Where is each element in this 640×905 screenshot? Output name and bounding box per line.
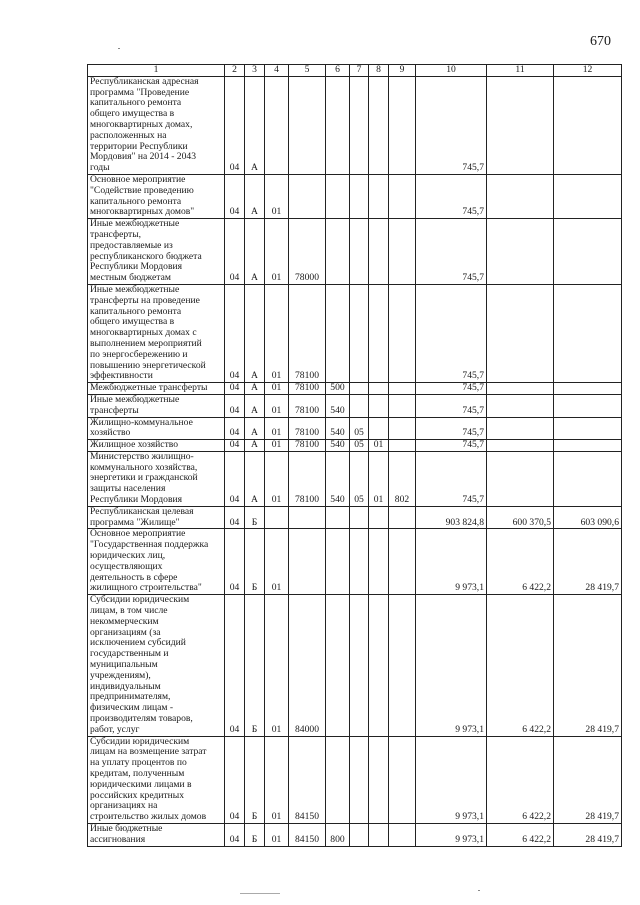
code-cell: Б <box>245 595 265 736</box>
row-name-cell: Министерство жилищно- коммунального хозяйства, энергетики и гражданской защиты населения Республики Мордовия <box>88 451 225 506</box>
code-cell: Б <box>245 823 265 846</box>
amount-cell <box>487 440 554 452</box>
code-cell <box>265 76 289 174</box>
amount-cell <box>554 383 622 395</box>
code-cell: 01 <box>265 219 289 285</box>
code-cell <box>389 417 416 440</box>
row-name-cell: Иные межбюджетные трансферты, предоставляемые из республиканского бюджета Республики Мордовия местным бюджетам <box>88 219 225 285</box>
code-cell <box>326 174 350 218</box>
table-row <box>88 451 622 506</box>
amount-cell <box>554 284 622 382</box>
amount-cell: 9 973,1 <box>416 595 487 736</box>
amount-cell: 745,7 <box>416 76 487 174</box>
code-cell: 01 <box>265 440 289 452</box>
amount-cell <box>487 76 554 174</box>
code-cell: 78100 <box>289 440 326 452</box>
amount-cell <box>487 174 554 218</box>
code-cell <box>389 823 416 846</box>
amount-cell: 745,7 <box>416 219 487 285</box>
code-cell: 540 <box>326 451 350 506</box>
row-name-cell: Жилищное хозяйство <box>88 440 225 452</box>
table-body <box>88 76 622 846</box>
code-cell <box>369 394 389 417</box>
code-cell <box>389 76 416 174</box>
code-cell: 04 <box>225 174 245 218</box>
scan-noise <box>240 893 280 894</box>
amount-cell: 603 090,6 <box>554 506 622 529</box>
code-cell: А <box>245 440 265 452</box>
code-cell <box>389 219 416 285</box>
column-header: 8 <box>369 65 389 77</box>
code-cell: А <box>245 284 265 382</box>
amount-cell: 28 419,7 <box>554 529 622 595</box>
code-cell <box>350 284 369 382</box>
table-row <box>88 76 622 174</box>
amount-cell: 28 419,7 <box>554 823 622 846</box>
column-header: 9 <box>389 65 416 77</box>
amount-cell <box>487 219 554 285</box>
code-cell <box>369 823 389 846</box>
code-cell <box>369 506 389 529</box>
code-cell: А <box>245 76 265 174</box>
code-cell <box>326 506 350 529</box>
code-cell: А <box>245 383 265 395</box>
amount-cell <box>554 174 622 218</box>
code-cell: 01 <box>265 417 289 440</box>
table-row <box>88 284 622 382</box>
scan-noise <box>478 890 480 891</box>
code-cell: А <box>245 219 265 285</box>
code-cell: 04 <box>225 529 245 595</box>
amount-cell: 745,7 <box>416 394 487 417</box>
code-cell <box>369 383 389 395</box>
code-cell: 78100 <box>289 383 326 395</box>
code-cell: 04 <box>225 394 245 417</box>
amount-cell <box>487 417 554 440</box>
column-header: 12 <box>554 65 622 77</box>
code-cell <box>369 219 389 285</box>
code-cell <box>289 506 326 529</box>
amount-cell: 6 422,2 <box>487 595 554 736</box>
column-header: 10 <box>416 65 487 77</box>
code-cell: 04 <box>225 417 245 440</box>
amount-cell <box>554 417 622 440</box>
amount-cell: 28 419,7 <box>554 595 622 736</box>
code-cell <box>369 529 389 595</box>
table-row <box>88 383 622 395</box>
amount-cell <box>487 451 554 506</box>
code-cell <box>326 76 350 174</box>
table-row <box>88 529 622 595</box>
amount-cell <box>554 219 622 285</box>
code-cell: 01 <box>265 451 289 506</box>
row-name-cell: Жилищно-коммунальное хозяйство <box>88 417 225 440</box>
row-name-cell: Субсидии юридическим лицам на возмещение затрат на уплату процентов по кредитам, полученным юридическими лицами в российских кредитных организациях на строительство жилых домов <box>88 736 225 823</box>
code-cell <box>350 174 369 218</box>
code-cell <box>350 76 369 174</box>
code-cell: 78100 <box>289 284 326 382</box>
code-cell <box>389 736 416 823</box>
code-cell: 540 <box>326 440 350 452</box>
amount-cell: 9 973,1 <box>416 823 487 846</box>
code-cell: 04 <box>225 595 245 736</box>
code-cell <box>289 76 326 174</box>
amount-cell: 745,7 <box>416 383 487 395</box>
code-cell <box>389 529 416 595</box>
table-row <box>88 174 622 218</box>
code-cell <box>289 529 326 595</box>
budget-table <box>87 64 622 847</box>
amount-cell <box>554 440 622 452</box>
table-row <box>88 506 622 529</box>
code-cell: 05 <box>350 451 369 506</box>
code-cell <box>369 76 389 174</box>
code-cell: Б <box>245 506 265 529</box>
code-cell <box>389 595 416 736</box>
amount-cell: 745,7 <box>416 451 487 506</box>
table-header-row <box>88 65 622 77</box>
row-name-cell: Иные бюджетные ассигнования <box>88 823 225 846</box>
row-name-cell: Основное мероприятие "Содействие проведению капитального ремонта многоквартирных домов" <box>88 174 225 218</box>
table-row <box>88 417 622 440</box>
amount-cell: 745,7 <box>416 174 487 218</box>
code-cell <box>389 174 416 218</box>
code-cell <box>369 595 389 736</box>
row-name-cell: Иные межбюджетные трансферты <box>88 394 225 417</box>
column-header: 4 <box>265 65 289 77</box>
code-cell: 802 <box>389 451 416 506</box>
column-header: 1 <box>88 65 225 77</box>
column-header: 5 <box>289 65 326 77</box>
code-cell: 04 <box>225 451 245 506</box>
code-cell <box>369 174 389 218</box>
code-cell: 04 <box>225 736 245 823</box>
code-cell: 01 <box>265 383 289 395</box>
code-cell <box>326 736 350 823</box>
amount-cell <box>487 394 554 417</box>
code-cell: 04 <box>225 76 245 174</box>
code-cell <box>389 440 416 452</box>
table-row <box>88 823 622 846</box>
row-name-cell: Субсидии юридическим лицам, в том числе некоммерческим организациям (за исключением субсидий государственным и муниципальным учреждениям), индивидуальным предпринимателям, физическим лицам - производителям товаров, работ, услуг <box>88 595 225 736</box>
amount-cell: 745,7 <box>416 284 487 382</box>
amount-cell <box>554 394 622 417</box>
amount-cell: 6 422,2 <box>487 529 554 595</box>
column-header: 7 <box>350 65 369 77</box>
code-cell: А <box>245 174 265 218</box>
code-cell: 01 <box>265 284 289 382</box>
code-cell: 05 <box>350 417 369 440</box>
code-cell: 04 <box>225 284 245 382</box>
row-name-cell: Межбюджетные трансферты <box>88 383 225 395</box>
code-cell: А <box>245 451 265 506</box>
amount-cell: 6 422,2 <box>487 736 554 823</box>
amount-cell: 6 422,2 <box>487 823 554 846</box>
code-cell: 05 <box>350 440 369 452</box>
code-cell: 540 <box>326 417 350 440</box>
row-name-cell: Основное мероприятие "Государственная поддержка юридических лиц, осуществляющих деятельность в сфере жилищного строительства" <box>88 529 225 595</box>
code-cell: 540 <box>326 394 350 417</box>
code-cell <box>389 383 416 395</box>
code-cell: 84150 <box>289 823 326 846</box>
amount-cell: 9 973,1 <box>416 736 487 823</box>
code-cell <box>350 394 369 417</box>
amount-cell <box>554 76 622 174</box>
scan-noise <box>118 48 120 49</box>
code-cell: 78100 <box>289 394 326 417</box>
code-cell <box>369 736 389 823</box>
code-cell: 84150 <box>289 736 326 823</box>
code-cell <box>350 595 369 736</box>
column-header: 3 <box>245 65 265 77</box>
code-cell <box>369 284 389 382</box>
page-number: 670 <box>590 34 611 49</box>
code-cell <box>350 506 369 529</box>
code-cell <box>326 284 350 382</box>
amount-cell: 745,7 <box>416 440 487 452</box>
amount-cell <box>554 451 622 506</box>
code-cell: 04 <box>225 219 245 285</box>
code-cell: 01 <box>265 736 289 823</box>
amount-cell: 745,7 <box>416 417 487 440</box>
code-cell <box>350 823 369 846</box>
code-cell <box>326 529 350 595</box>
code-cell: Б <box>245 736 265 823</box>
code-cell: 01 <box>265 595 289 736</box>
code-cell <box>369 417 389 440</box>
table-row <box>88 440 622 452</box>
code-cell: 78100 <box>289 451 326 506</box>
code-cell: 01 <box>265 823 289 846</box>
code-cell <box>326 595 350 736</box>
code-cell <box>289 174 326 218</box>
amount-cell <box>487 284 554 382</box>
row-name-cell: Иные межбюджетные трансферты на проведение капитального ремонта общего имущества в многоквартирных домах с выполнением мероприятий по энергосбережению и повышению энергетической эффективности <box>88 284 225 382</box>
column-header: 2 <box>225 65 245 77</box>
amount-cell: 9 973,1 <box>416 529 487 595</box>
table-row <box>88 394 622 417</box>
code-cell: 800 <box>326 823 350 846</box>
code-cell: 78100 <box>289 417 326 440</box>
code-cell: 04 <box>225 506 245 529</box>
code-cell: А <box>245 417 265 440</box>
code-cell: 01 <box>265 529 289 595</box>
code-cell <box>389 284 416 382</box>
code-cell: 01 <box>265 174 289 218</box>
amount-cell: 600 370,5 <box>487 506 554 529</box>
amount-cell <box>487 383 554 395</box>
amount-cell: 28 419,7 <box>554 736 622 823</box>
code-cell: Б <box>245 529 265 595</box>
table-row <box>88 595 622 736</box>
code-cell <box>265 506 289 529</box>
code-cell <box>350 383 369 395</box>
column-header: 11 <box>487 65 554 77</box>
code-cell: 04 <box>225 383 245 395</box>
code-cell: 500 <box>326 383 350 395</box>
code-cell <box>350 529 369 595</box>
row-name-cell: Республиканская адресная программа "Проведение капитального ремонта общего имущества в многоквартирных домах, расположенных на территории Республики Мордовия" на 2014 - 2043 годы <box>88 76 225 174</box>
column-header: 6 <box>326 65 350 77</box>
code-cell: 04 <box>225 823 245 846</box>
row-name-cell: Республиканская целевая программа "Жилище" <box>88 506 225 529</box>
code-cell: А <box>245 394 265 417</box>
amount-cell: 903 824,8 <box>416 506 487 529</box>
code-cell: 04 <box>225 440 245 452</box>
code-cell: 01 <box>265 394 289 417</box>
code-cell <box>389 506 416 529</box>
code-cell <box>350 219 369 285</box>
code-cell <box>389 394 416 417</box>
table-row <box>88 736 622 823</box>
code-cell: 84000 <box>289 595 326 736</box>
code-cell: 01 <box>369 451 389 506</box>
code-cell: 78000 <box>289 219 326 285</box>
table-row <box>88 219 622 285</box>
code-cell <box>350 736 369 823</box>
code-cell <box>326 219 350 285</box>
code-cell: 01 <box>369 440 389 452</box>
